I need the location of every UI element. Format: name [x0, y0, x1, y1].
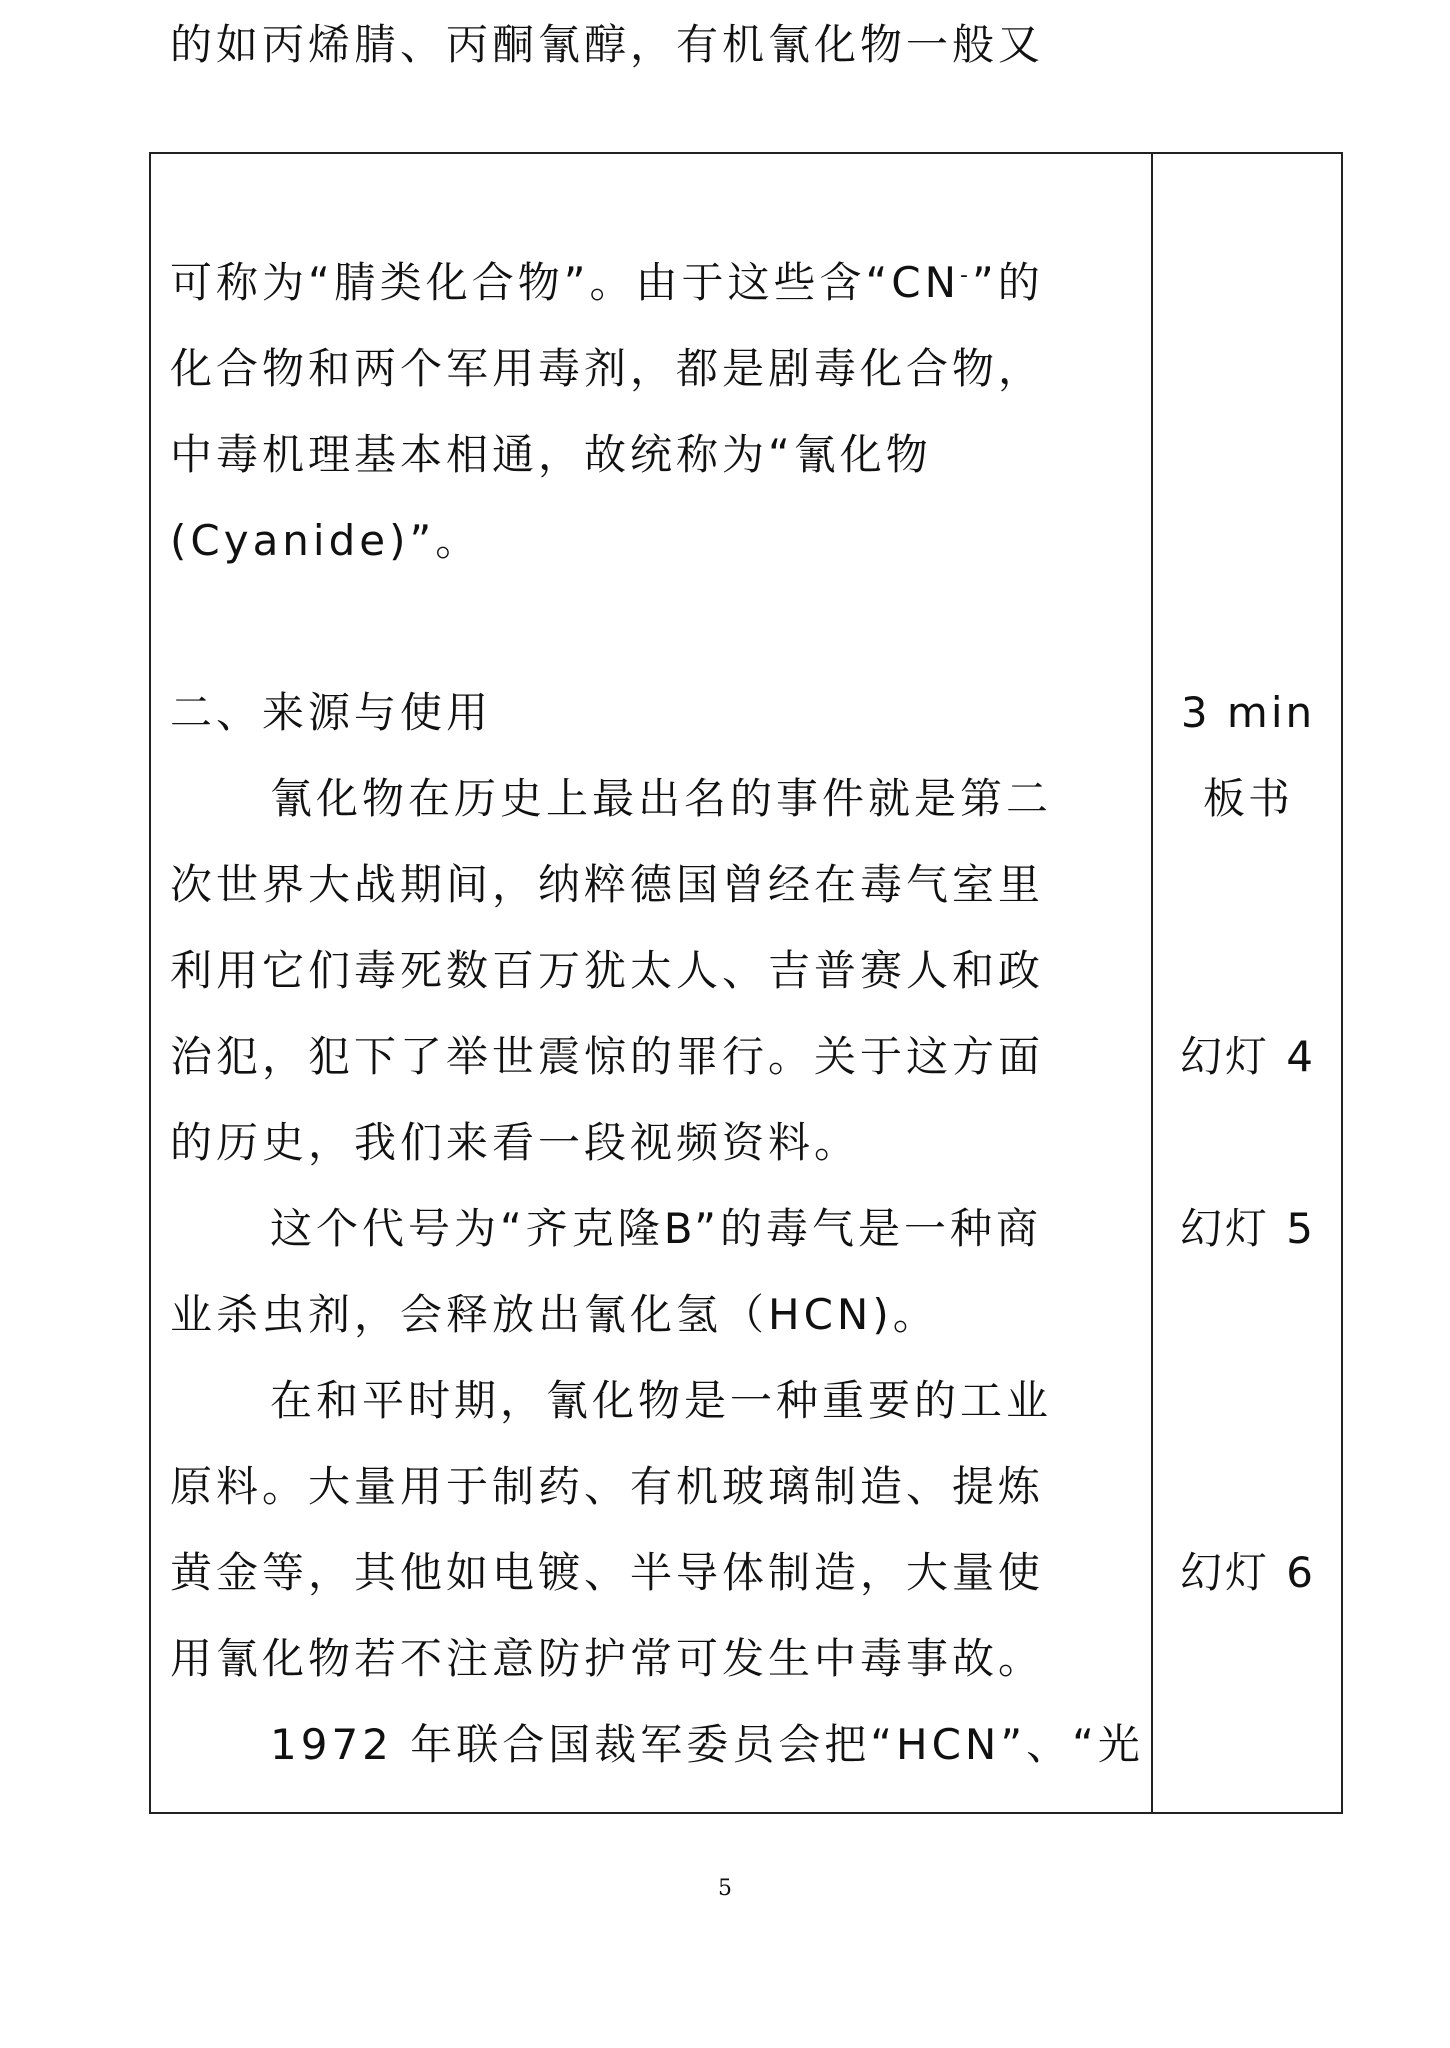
text-line-4: 中毒机理基本相通，故统称为“氰化物: [170, 430, 932, 479]
text-line-1: 的如丙烯腈、丙酮氰醇，有机氰化物一般又: [170, 20, 1045, 69]
note-slide-5: 幻灯 5: [1179, 1204, 1317, 1253]
paragraph-line: 治犯，犯下了举世震惊的罪行。关于这方面: [170, 1032, 1045, 1081]
section-heading: 二、来源与使用: [170, 688, 493, 737]
text-line-2-head: 可称为“腈类化合物”。由于这些含“CN: [170, 258, 961, 307]
superscript-minus: -: [960, 263, 972, 288]
text-line-2: [170, 240, 1044, 326]
note-slide-4: 幻灯 4: [1179, 1032, 1317, 1081]
paragraph-line: 的历史，我们来看一段视频资料。: [170, 1118, 861, 1167]
note-board: 板书: [1202, 774, 1293, 823]
paragraph-line: 氰化物在历史上最出名的事件就是第二: [270, 774, 1053, 823]
lesson-table: [149, 20, 1343, 1814]
paragraph-line: 次世界大战期间，纳粹德国曾经在毒气室里: [170, 860, 1045, 909]
note-time: 3 min: [1180, 688, 1316, 737]
paragraph-line: 在和平时期，氰化物是一种重要的工业: [270, 1376, 1053, 1425]
paragraph-line: 业杀虫剂，会释放出氰化氢（HCN)。: [170, 1290, 939, 1339]
note-slide-6: 幻灯 6: [1179, 1548, 1317, 1597]
page-number: 5: [718, 1876, 732, 1901]
paragraph-line: 原料。大量用于制药、有机玻璃制造、提炼: [170, 1462, 1045, 1511]
paragraph-line: 1972 年联合国裁军委员会把“HCN”、“光: [270, 1720, 1144, 1769]
paragraph-line: 用氰化物若不注意防护常可发生中毒事故。: [170, 1634, 1045, 1683]
text-line-2-tail: ”的: [971, 258, 1044, 307]
text-line-5: (Cyanide)”。: [170, 516, 482, 565]
paragraph-line: 这个代号为“齐克隆B”的毒气是一种商: [270, 1204, 1043, 1253]
paragraph-line: 黄金等，其他如电镀、半导体制造，大量使: [170, 1548, 1045, 1597]
paragraph-line: 利用它们毒死数百万犹太人、吉普赛人和政: [170, 946, 1045, 995]
text-line-3: 化合物和两个军用毒剂，都是剧毒化合物，: [170, 344, 1045, 393]
